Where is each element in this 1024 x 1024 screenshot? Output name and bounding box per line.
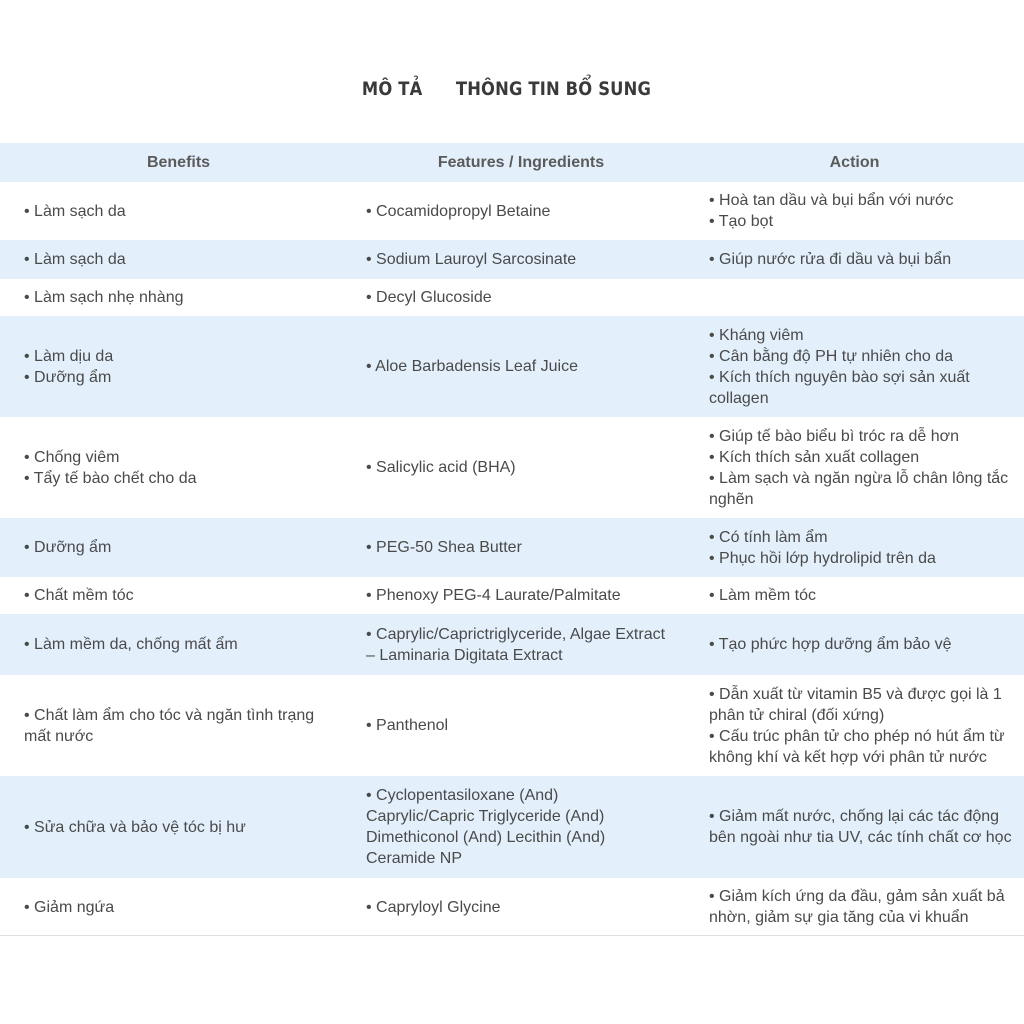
cell-ingredients bbox=[357, 537, 700, 558]
cell-benefits bbox=[0, 537, 357, 558]
header-ingredients: Features / Ingredients bbox=[437, 154, 605, 171]
cell-ingredients bbox=[357, 624, 700, 666]
cell-line: • Caprylic/Caprictriglyceride, Algae Extract bbox=[366, 625, 666, 643]
cell-line: • Tạo phức hợp dưỡng ẩm bảo vệ bbox=[709, 636, 952, 653]
cell-action bbox=[700, 325, 1024, 409]
cell-line: không khí và kết hợp với phân tử nước bbox=[709, 748, 987, 766]
header-benefits: Benefits bbox=[146, 154, 211, 171]
tab-additional-info[interactable]: THÔNG TIN BỔ SUNG bbox=[455, 78, 652, 100]
cell-line: – Laminaria Digitata Extract bbox=[366, 646, 563, 664]
cell-action bbox=[700, 806, 1024, 848]
cell-line: • Giảm mất nước, chống lại các tác động bbox=[709, 808, 1000, 825]
cell-line: • Aloe Barbadensis Leaf Juice bbox=[366, 358, 578, 375]
cell-ingredients bbox=[357, 201, 700, 222]
cell-line: collagen bbox=[709, 389, 769, 407]
cell-line: • Salicylic acid (BHA) bbox=[366, 459, 516, 476]
cell-line: • Sodium Lauroyl Sarcosinate bbox=[366, 251, 577, 268]
cell-line: • Capryloyl Glycine bbox=[366, 898, 501, 916]
cell-action bbox=[700, 426, 1024, 510]
cell-line: • Có tính làm ẩm bbox=[709, 528, 828, 546]
cell-action bbox=[700, 634, 1024, 655]
cell-line: • Chống viêm bbox=[24, 448, 120, 466]
cell-line: bên ngoài như tia UV, các tính chất cơ học bbox=[709, 829, 1012, 846]
cell-line: • Giúp nước rửa đi dầu và bụi bẩn bbox=[709, 251, 952, 268]
cell-line: • Làm mềm tóc bbox=[709, 587, 816, 604]
cell-line: • Hoà tan dầu và bụi bẩn với nước bbox=[709, 192, 954, 209]
cell-line: • Làm sạch và ngăn ngừa lỗ chân lông tắc bbox=[709, 469, 1009, 487]
cell-line: • Chất mềm tóc bbox=[24, 587, 134, 604]
cell-line: • Giảm kích ứng da đầu, gảm sản xuất bả bbox=[709, 888, 1005, 905]
cell-ingredients bbox=[357, 897, 700, 918]
cell-line: • Sửa chữa và bảo vệ tóc bị hư bbox=[24, 818, 246, 836]
ingredients-table bbox=[0, 143, 1024, 936]
cell-line: • Làm mềm da, chống mất ẩm bbox=[24, 636, 238, 653]
cell-line: • Làm sạch nhẹ nhàng bbox=[24, 289, 184, 306]
tab-bar bbox=[0, 78, 1024, 100]
cell-line: • Giảm ngứa bbox=[24, 898, 115, 916]
cell-line: • Làm dịu da bbox=[24, 347, 114, 365]
cell-action bbox=[700, 190, 1024, 232]
cell-benefits bbox=[0, 705, 357, 747]
cell-line: • Phục hồi lớp hydrolipid trên da bbox=[709, 549, 936, 567]
cell-line: • Tẩy tế bào chết cho da bbox=[24, 469, 197, 487]
cell-line: nghẽn bbox=[709, 490, 754, 508]
cell-benefits bbox=[0, 249, 357, 270]
table-row bbox=[0, 577, 1024, 614]
cell-line: • Làm sạch da bbox=[24, 202, 126, 220]
cell-ingredients bbox=[357, 785, 700, 869]
cell-benefits bbox=[0, 817, 357, 838]
cell-ingredients bbox=[357, 356, 700, 377]
cell-action bbox=[700, 585, 1024, 606]
cell-line: • Phenoxy PEG-4 Laurate/Palmitate bbox=[366, 587, 621, 604]
cell-line: • Dưỡng ẩm bbox=[24, 368, 112, 386]
tab-description[interactable]: MÔ TẢ bbox=[361, 78, 423, 100]
table-row bbox=[0, 776, 1024, 878]
cell-line: Dimethiconol (And) Lecithin (And) bbox=[366, 829, 606, 846]
table-row bbox=[0, 279, 1024, 316]
cell-line: • Dẫn xuất từ vitamin B5 và được gọi là 1 bbox=[709, 685, 1002, 703]
cell-line: Caprylic/Capric Triglyceride (And) bbox=[366, 808, 605, 825]
cell-action bbox=[700, 527, 1024, 569]
cell-benefits bbox=[0, 346, 357, 388]
cell-line: • Giúp tế bào biểu bì tróc ra dễ hơn bbox=[709, 427, 960, 445]
table-row bbox=[0, 240, 1024, 279]
cell-benefits bbox=[0, 287, 357, 308]
cell-line: • Decyl Glucoside bbox=[366, 289, 492, 306]
cell-line: • Cấu trúc phân tử cho phép nó hút ẩm từ bbox=[709, 727, 1005, 745]
cell-line: • Dưỡng ẩm bbox=[24, 539, 112, 556]
cell-benefits bbox=[0, 585, 357, 606]
cell-ingredients bbox=[357, 287, 700, 308]
cell-line: • Cyclopentasiloxane (And) bbox=[366, 787, 559, 804]
header-action: Action bbox=[829, 154, 880, 171]
cell-benefits bbox=[0, 201, 357, 222]
cell-ingredients bbox=[357, 457, 700, 478]
cell-ingredients bbox=[357, 585, 700, 606]
cell-line: • Cân bằng độ PH tự nhiên cho da bbox=[709, 347, 954, 365]
cell-line: • Panthenol bbox=[366, 717, 449, 734]
cell-line: nhờn, giảm sự gia tăng của vi khuẩn bbox=[709, 909, 969, 926]
table-body bbox=[0, 182, 1024, 936]
cell-line: • PEG-50 Shea Butter bbox=[366, 539, 522, 556]
cell-ingredients bbox=[357, 715, 700, 736]
table-row bbox=[0, 518, 1024, 577]
cell-action bbox=[700, 249, 1024, 270]
table-row bbox=[0, 417, 1024, 518]
cell-line: • Làm sạch da bbox=[24, 251, 126, 268]
cell-benefits bbox=[0, 447, 357, 489]
cell-action bbox=[700, 684, 1024, 768]
table-row bbox=[0, 878, 1024, 936]
cell-line: • Kích thích nguyên bào sợi sản xuất bbox=[709, 368, 970, 386]
cell-line: Ceramide NP bbox=[366, 850, 463, 867]
cell-line: • Kháng viêm bbox=[709, 326, 804, 344]
cell-line: • Cocamidopropyl Betaine bbox=[366, 202, 551, 220]
table-bottom-divider bbox=[0, 935, 1024, 936]
cell-line: • Chất làm ẩm cho tóc và ngăn tình trạng bbox=[24, 706, 315, 724]
table-row bbox=[0, 182, 1024, 240]
cell-ingredients bbox=[357, 249, 700, 270]
cell-line: mất nước bbox=[24, 727, 94, 745]
cell-benefits bbox=[0, 897, 357, 918]
cell-action bbox=[700, 886, 1024, 928]
table-row bbox=[0, 675, 1024, 776]
table-row bbox=[0, 614, 1024, 675]
cell-benefits bbox=[0, 634, 357, 655]
table-row bbox=[0, 316, 1024, 417]
cell-line: • Kích thích sản xuất collagen bbox=[709, 448, 920, 466]
cell-line: phân tử chiral (đối xứng) bbox=[709, 706, 885, 724]
table-header-row bbox=[0, 143, 1024, 182]
cell-line: • Tạo bọt bbox=[709, 213, 774, 230]
